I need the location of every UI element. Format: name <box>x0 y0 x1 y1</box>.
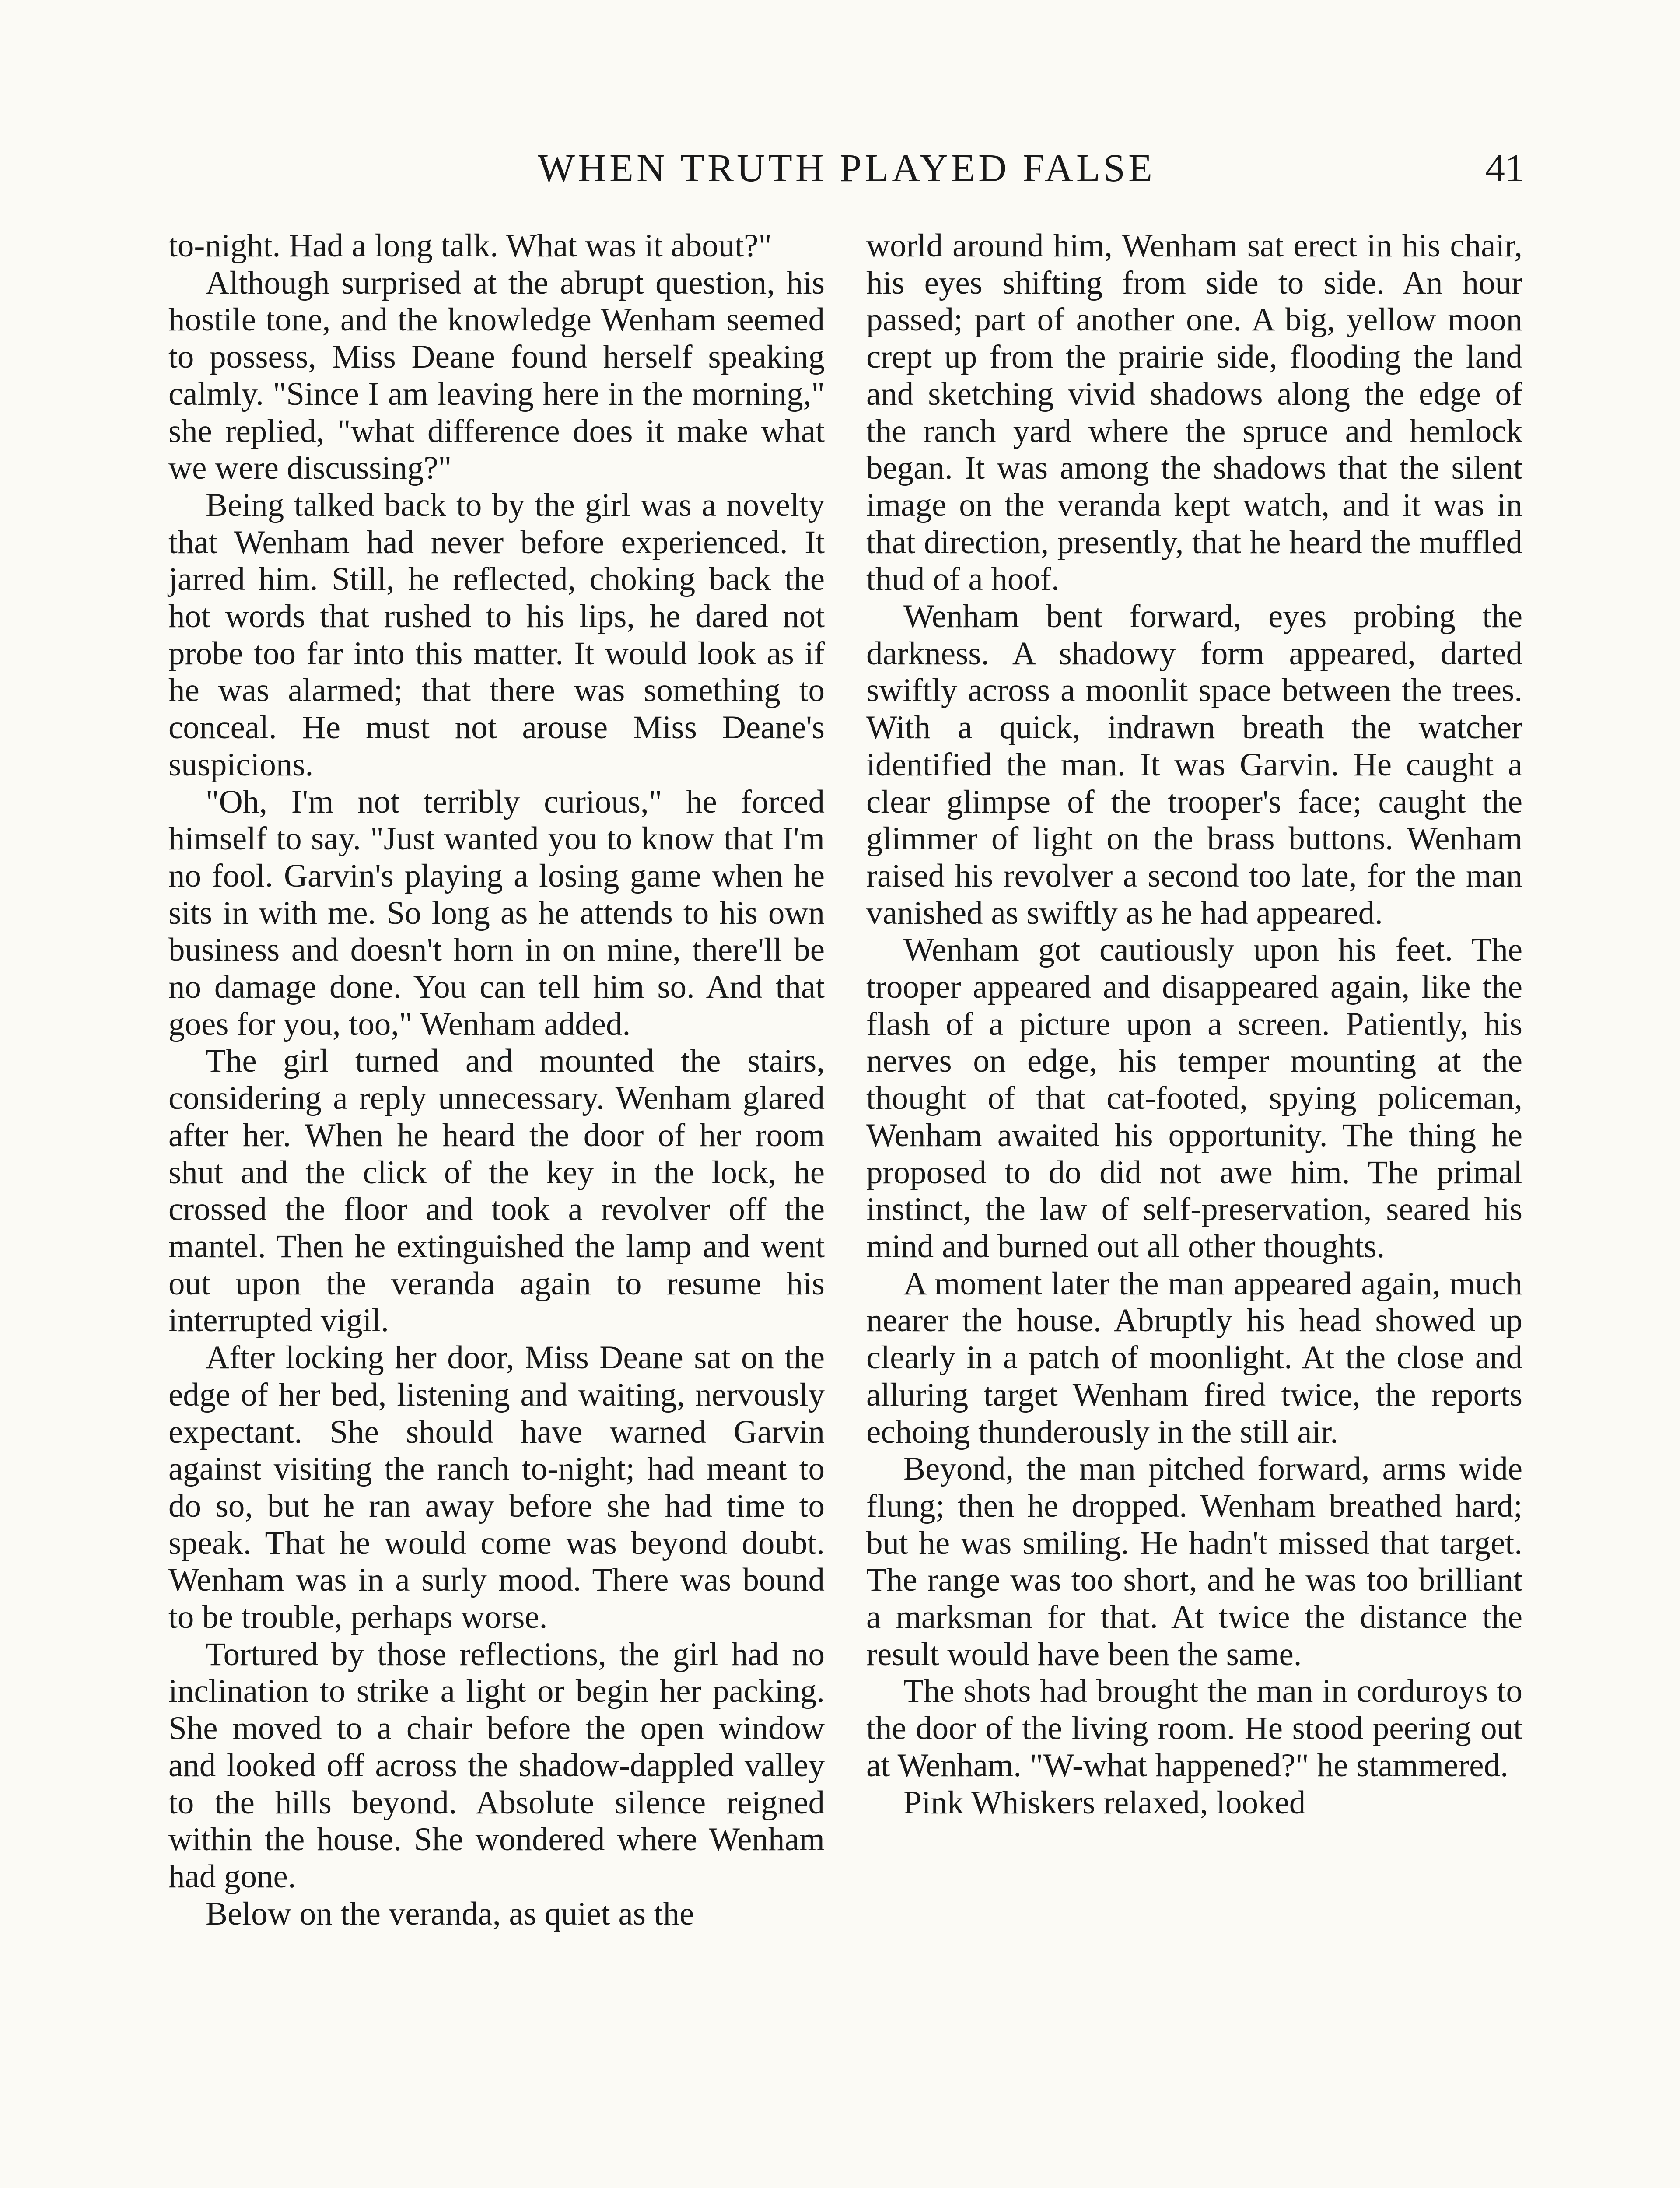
running-title: WHEN TRUTH PLAYED FALSE <box>538 147 1155 190</box>
paragraph: "Oh, I'm not terribly curious," he forced himself to say. "Just wanted you to know that I'm no fool. Garvin's playing a losing game when he sits in with me. So long as he attends to his own business and doesn't horn in on mine, there'll be no damage done. You can tell him so. And that goes for you, too," Wenham added. <box>168 783 825 1042</box>
paragraph: The girl turned and mounted the stairs, considering a reply unnecessary. Wenham glared after her. When he heard the door of her room shut and the click of the key in the lock, he crossed the floor and took a revolver off the mantel. Then he extinguished the lamp and went out upon the veranda again to resume his interrupted vigil. <box>168 1043 825 1339</box>
paragraph: Wenham bent forward, eyes probing the darkness. A shadowy form appeared, darted swiftly across a moonlit space between the trees. With a quick, indrawn breath the watcher identified the man. It was Garvin. He caught a clear glimpse of the trooper's face; caught the glimmer of light on the brass buttons. Wenham raised his revolver a second too late, for the man vanished as swiftly as he had appeared. <box>866 598 1522 931</box>
paragraph: world around him, Wenham sat erect in his chair, his eyes shifting from side to side. An hour passed; part of another one. A big, yellow moon crept up from the prairie side, flooding the land and sketching vivid shadows along the edge of the ranch yard where the spruce and hemlock began. It was among the shadows that the silent image on the veranda kept watch, and it was in that direction, presently, that he heard the muffled thud of a hoof. <box>866 228 1522 598</box>
paragraph: A moment later the man appeared again, much nearer the house. Abruptly his head showed up clearly in a patch of moonlight. At the close and alluring target Wenham fired twice, the reports echoing thunderously in the still air. <box>866 1265 1522 1450</box>
right-column <box>866 228 1522 1821</box>
paragraph: Below on the veranda, as quiet as the <box>206 1895 694 1932</box>
left-column <box>168 228 825 1932</box>
paragraph: Beyond, the man pitched forward, arms wide flung; then he dropped. Wenham breathed hard; but he was smiling. He hadn't missed that target. The range was too short, and he was too brilliant a marksman for that. At twice the distance the result would have been the same. <box>866 1451 1522 1673</box>
paragraph: to-night. Had a long talk. What was it about?" <box>168 228 772 264</box>
paragraph: After locking her door, Miss Deane sat on the edge of her bed, listening and waiting, nervously expectant. She should have warned Garvin against visiting the ranch to-night; had meant to do so, but he ran away before she had time to speak. That he would come was beyond doubt. Wenham was in a surly mood. There was bound to be trouble, perhaps worse. <box>168 1339 825 1636</box>
paragraph: Pink Whiskers relaxed, looked <box>903 1784 1306 1821</box>
page-number: 41 <box>1485 147 1525 190</box>
paragraph: Wenham got cautiously upon his feet. The trooper appeared and disappeared again, like the flash of a picture upon a screen. Patiently, his nerves on edge, his temper mounting at the thought of that cat-footed, spying policeman, Wenham awaited his opportunity. The thing he proposed to do did not awe him. The primal instinct, the law of self-preservation, seared his mind and burned out all other thoughts. <box>866 932 1522 1265</box>
paragraph: Being talked back to by the girl was a novelty that Wenham had never before experienced. It jarred him. Still, he reflected, choking back the hot words that rushed to his lips, he dared not probe too far into this matter. It would look as if he was alarmed; that there was something to conceal. He must not arouse Miss Deane's suspicions. <box>168 487 825 783</box>
paragraph: Although surprised at the abrupt question, his hostile tone, and the knowledge Wenham seemed to possess, Miss Deane found herself speaking calmly. "Since I am leaving here in the morning," she replied, "what difference does it make what we were discussing?" <box>168 264 825 487</box>
paragraph: Tortured by those reflections, the girl had no inclination to strike a light or begin her packing. She moved to a chair before the open window and looked off across the shadow-dappled valley to the hills beyond. Absolute silence reigned within the house. She wondered where Wenham had gone. <box>168 1636 825 1895</box>
paragraph: The shots had brought the man in corduroys to the door of the living room. He stood peering out at Wenham. "W-what happened?" he stammered. <box>866 1673 1522 1784</box>
page-header <box>168 136 1525 201</box>
